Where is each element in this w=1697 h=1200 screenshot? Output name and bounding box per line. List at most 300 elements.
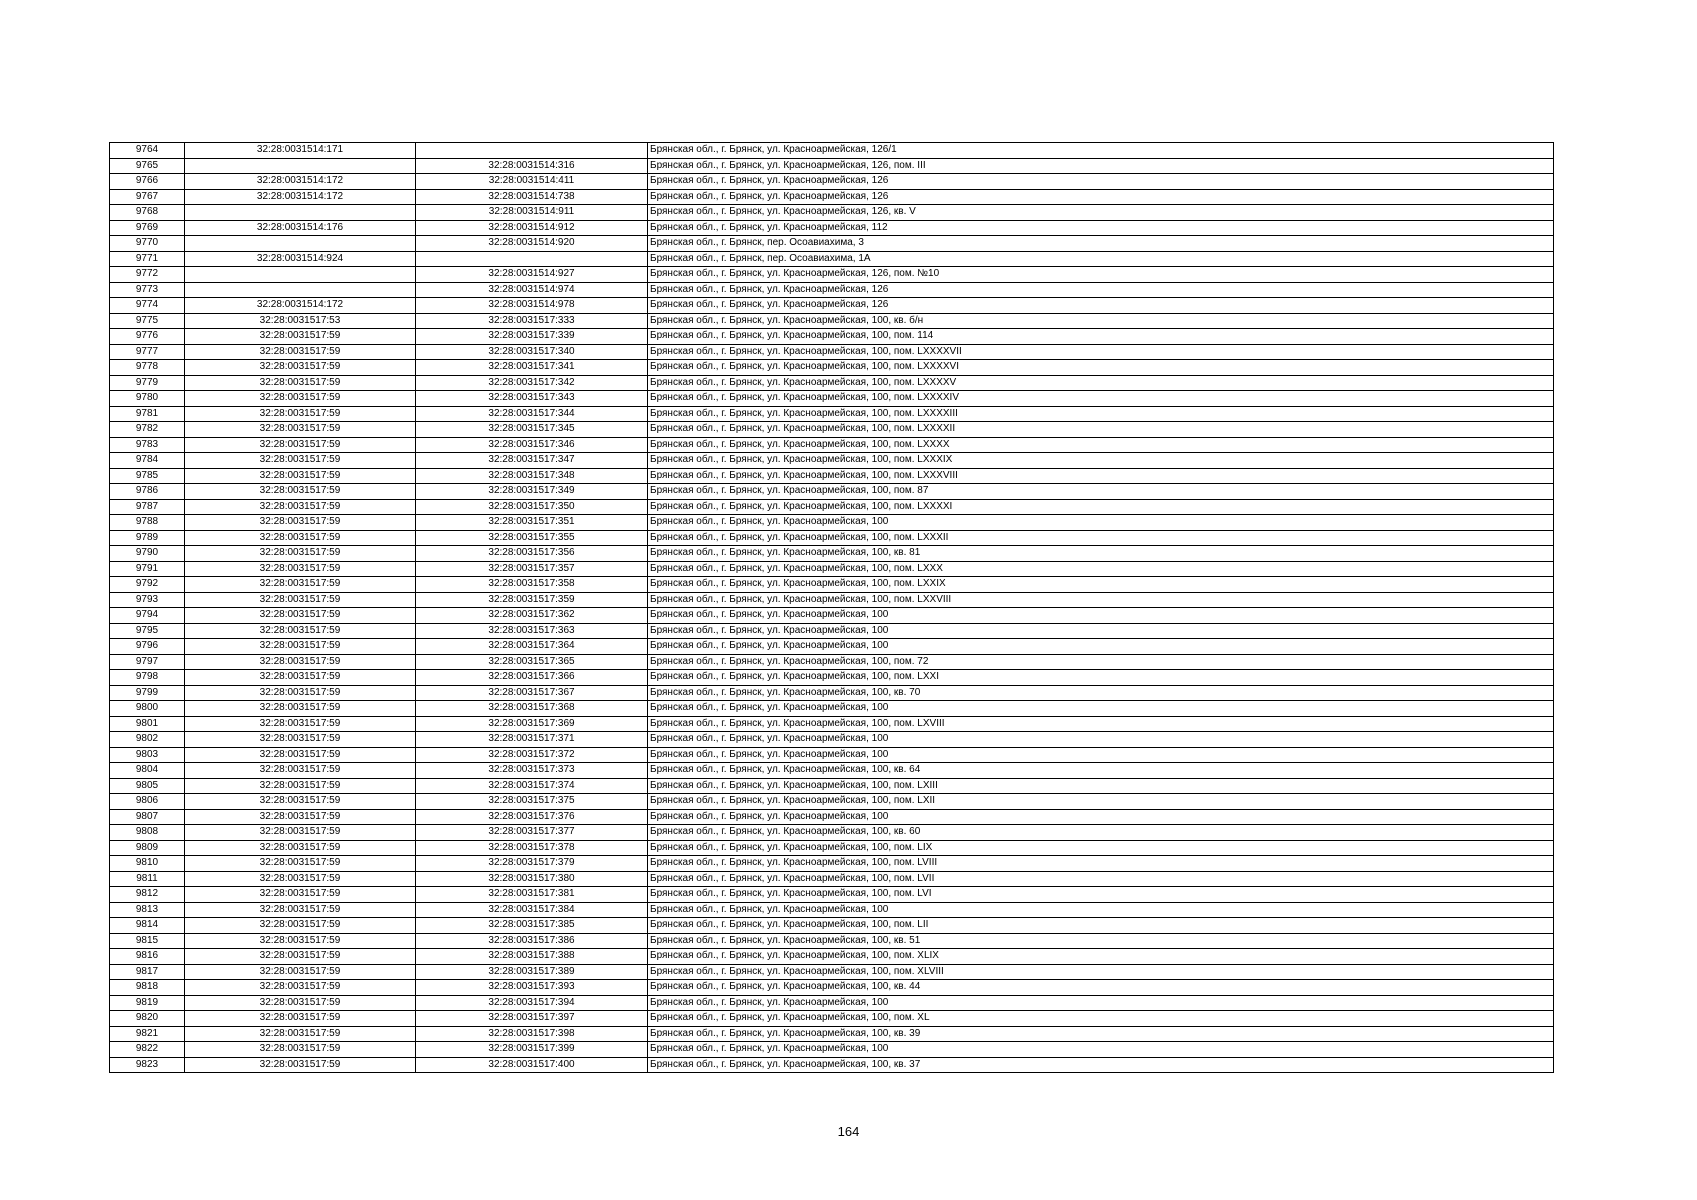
parent-cadastral-number-cell bbox=[185, 267, 416, 283]
table-row bbox=[110, 902, 1554, 918]
parent-cadastral-number-cell: 32:28:0031517:59 bbox=[185, 530, 416, 546]
address-cell: Брянская обл., г. Брянск, ул. Красноармейская, 100, пом. XL bbox=[648, 1011, 1554, 1027]
parent-cadastral-number-cell: 32:28:0031517:59 bbox=[185, 391, 416, 407]
address-cell: Брянская обл., г. Брянск, ул. Красноармейская, 100, пом. XLVIII bbox=[648, 964, 1554, 980]
cadastral-number-cell: 32:28:0031517:394 bbox=[416, 995, 648, 1011]
cadastral-number-cell: 32:28:0031517:386 bbox=[416, 933, 648, 949]
table-row bbox=[110, 1011, 1554, 1027]
table-row bbox=[110, 809, 1554, 825]
parent-cadastral-number-cell: 32:28:0031517:59 bbox=[185, 546, 416, 562]
cadastral-number-cell: 32:28:0031517:393 bbox=[416, 980, 648, 996]
address-cell: Брянская обл., г. Брянск, ул. Красноармейская, 100, пом. LXXXII bbox=[648, 530, 1554, 546]
address-cell: Брянская обл., г. Брянск, ул. Красноармейская, 112 bbox=[648, 220, 1554, 236]
row-number-cell: 9792 bbox=[110, 577, 185, 593]
cadastral-number-cell: 32:28:0031517:388 bbox=[416, 949, 648, 965]
parent-cadastral-number-cell: 32:28:0031517:59 bbox=[185, 840, 416, 856]
parent-cadastral-number-cell: 32:28:0031517:59 bbox=[185, 344, 416, 360]
parent-cadastral-number-cell: 32:28:0031517:59 bbox=[185, 716, 416, 732]
address-cell: Брянская обл., г. Брянск, ул. Красноармейская, 100, кв. б/н bbox=[648, 313, 1554, 329]
table-row bbox=[110, 515, 1554, 531]
parent-cadastral-number-cell: 32:28:0031517:59 bbox=[185, 887, 416, 903]
cadastral-number-cell: 32:28:0031517:356 bbox=[416, 546, 648, 562]
cadastral-number-cell: 32:28:0031517:397 bbox=[416, 1011, 648, 1027]
cadastral-number-cell: 32:28:0031517:381 bbox=[416, 887, 648, 903]
row-number-cell: 9776 bbox=[110, 329, 185, 345]
address-cell: Брянская обл., г. Брянск, ул. Красноармейская, 100, пом. 87 bbox=[648, 484, 1554, 500]
cadastral-number-cell: 32:28:0031517:346 bbox=[416, 437, 648, 453]
parent-cadastral-number-cell bbox=[185, 282, 416, 298]
table-row bbox=[110, 871, 1554, 887]
table-row bbox=[110, 980, 1554, 996]
address-cell: Брянская обл., г. Брянск, ул. Красноармейская, 126 bbox=[648, 189, 1554, 205]
parent-cadastral-number-cell: 32:28:0031517:59 bbox=[185, 468, 416, 484]
address-cell: Брянская обл., г. Брянск, ул. Красноармейская, 100, пом. LXXVIII bbox=[648, 592, 1554, 608]
cadastral-number-cell: 32:28:0031517:374 bbox=[416, 778, 648, 794]
parent-cadastral-number-cell: 32:28:0031514:176 bbox=[185, 220, 416, 236]
table-row bbox=[110, 391, 1554, 407]
parent-cadastral-number-cell bbox=[185, 205, 416, 221]
cadastral-number-cell: 32:28:0031517:358 bbox=[416, 577, 648, 593]
parent-cadastral-number-cell bbox=[185, 158, 416, 174]
table-row bbox=[110, 654, 1554, 670]
row-number-cell: 9775 bbox=[110, 313, 185, 329]
parent-cadastral-number-cell: 32:28:0031517:59 bbox=[185, 639, 416, 655]
cadastral-number-cell: 32:28:0031517:377 bbox=[416, 825, 648, 841]
table-row bbox=[110, 298, 1554, 314]
parent-cadastral-number-cell: 32:28:0031514:172 bbox=[185, 174, 416, 190]
row-number-cell: 9814 bbox=[110, 918, 185, 934]
row-number-cell: 9795 bbox=[110, 623, 185, 639]
address-cell: Брянская обл., г. Брянск, ул. Красноармейская, 126, пом. III bbox=[648, 158, 1554, 174]
cadastral-number-cell: 32:28:0031517:345 bbox=[416, 422, 648, 438]
table-row bbox=[110, 1042, 1554, 1058]
cadastral-number-cell: 32:28:0031517:380 bbox=[416, 871, 648, 887]
cadastral-number-cell: 32:28:0031517:366 bbox=[416, 670, 648, 686]
address-cell: Брянская обл., г. Брянск, ул. Красноармейская, 100 bbox=[648, 608, 1554, 624]
table-row bbox=[110, 577, 1554, 593]
table-row bbox=[110, 840, 1554, 856]
cadastral-number-cell: 32:28:0031514:738 bbox=[416, 189, 648, 205]
cadastral-number-cell: 32:28:0031517:367 bbox=[416, 685, 648, 701]
row-number-cell: 9764 bbox=[110, 143, 185, 159]
row-number-cell: 9822 bbox=[110, 1042, 185, 1058]
row-number-cell: 9799 bbox=[110, 685, 185, 701]
address-cell: Брянская обл., г. Брянск, ул. Красноармейская, 100 bbox=[648, 995, 1554, 1011]
table-row bbox=[110, 794, 1554, 810]
cadastral-number-cell: 32:28:0031514:316 bbox=[416, 158, 648, 174]
table-row bbox=[110, 608, 1554, 624]
address-cell: Брянская обл., г. Брянск, пер. Осоавиахима, 3 bbox=[648, 236, 1554, 252]
table-row bbox=[110, 189, 1554, 205]
row-number-cell: 9782 bbox=[110, 422, 185, 438]
address-cell: Брянская обл., г. Брянск, ул. Красноармейская, 100, пом. LXVIII bbox=[648, 716, 1554, 732]
parent-cadastral-number-cell: 32:28:0031514:924 bbox=[185, 251, 416, 267]
parent-cadastral-number-cell: 32:28:0031517:59 bbox=[185, 794, 416, 810]
row-number-cell: 9810 bbox=[110, 856, 185, 872]
row-number-cell: 9808 bbox=[110, 825, 185, 841]
parent-cadastral-number-cell: 32:28:0031517:59 bbox=[185, 329, 416, 345]
parent-cadastral-number-cell: 32:28:0031517:59 bbox=[185, 406, 416, 422]
address-cell: Брянская обл., г. Брянск, ул. Красноармейская, 100, пом. LXXXXV bbox=[648, 375, 1554, 391]
row-number-cell: 9788 bbox=[110, 515, 185, 531]
row-number-cell: 9820 bbox=[110, 1011, 185, 1027]
parent-cadastral-number-cell: 32:28:0031517:59 bbox=[185, 515, 416, 531]
address-cell: Брянская обл., г. Брянск, ул. Красноармейская, 100, кв. 44 bbox=[648, 980, 1554, 996]
table-row bbox=[110, 561, 1554, 577]
row-number-cell: 9773 bbox=[110, 282, 185, 298]
cadastral-number-cell: 32:28:0031517:357 bbox=[416, 561, 648, 577]
row-number-cell: 9774 bbox=[110, 298, 185, 314]
parent-cadastral-number-cell bbox=[185, 236, 416, 252]
table-row bbox=[110, 174, 1554, 190]
table-row bbox=[110, 375, 1554, 391]
address-cell: Брянская обл., г. Брянск, ул. Красноармейская, 126/1 bbox=[648, 143, 1554, 159]
address-cell: Брянская обл., г. Брянск, ул. Красноармейская, 100, кв. 51 bbox=[648, 933, 1554, 949]
address-cell: Брянская обл., г. Брянск, ул. Красноармейская, 100, пом. LXXXXIII bbox=[648, 406, 1554, 422]
address-cell: Брянская обл., г. Брянск, ул. Красноармейская, 100, кв. 70 bbox=[648, 685, 1554, 701]
table-row bbox=[110, 437, 1554, 453]
row-number-cell: 9772 bbox=[110, 267, 185, 283]
address-cell: Брянская обл., г. Брянск, ул. Красноармейская, 126 bbox=[648, 174, 1554, 190]
cadastral-number-cell: 32:28:0031517:378 bbox=[416, 840, 648, 856]
address-cell: Брянская обл., г. Брянск, ул. Красноармейская, 100, пом. LXXI bbox=[648, 670, 1554, 686]
row-number-cell: 9784 bbox=[110, 453, 185, 469]
parent-cadastral-number-cell: 32:28:0031517:59 bbox=[185, 856, 416, 872]
table-row bbox=[110, 825, 1554, 841]
table-row bbox=[110, 499, 1554, 515]
address-cell: Брянская обл., г. Брянск, ул. Красноармейская, 100, пом. LXXXX bbox=[648, 437, 1554, 453]
address-cell: Брянская обл., г. Брянск, ул. Красноармейская, 100, кв. 37 bbox=[648, 1057, 1554, 1073]
table-row bbox=[110, 406, 1554, 422]
row-number-cell: 9805 bbox=[110, 778, 185, 794]
table-row bbox=[110, 236, 1554, 252]
table-row bbox=[110, 623, 1554, 639]
cadastral-number-cell: 32:28:0031517:369 bbox=[416, 716, 648, 732]
parent-cadastral-number-cell: 32:28:0031517:59 bbox=[185, 1011, 416, 1027]
table-row bbox=[110, 995, 1554, 1011]
parent-cadastral-number-cell: 32:28:0031517:59 bbox=[185, 577, 416, 593]
address-cell: Брянская обл., г. Брянск, ул. Красноармейская, 100, пом. LXXXXVII bbox=[648, 344, 1554, 360]
cadastral-number-cell: 32:28:0031517:372 bbox=[416, 747, 648, 763]
row-number-cell: 9800 bbox=[110, 701, 185, 717]
address-cell: Брянская обл., г. Брянск, ул. Красноармейская, 100, пом. XLIX bbox=[648, 949, 1554, 965]
cadastral-number-cell: 32:28:0031517:351 bbox=[416, 515, 648, 531]
cadastral-number-cell: 32:28:0031514:912 bbox=[416, 220, 648, 236]
cadastral-number-cell: 32:28:0031517:400 bbox=[416, 1057, 648, 1073]
row-number-cell: 9771 bbox=[110, 251, 185, 267]
parent-cadastral-number-cell: 32:28:0031517:59 bbox=[185, 437, 416, 453]
cadastral-number-cell bbox=[416, 143, 648, 159]
cadastral-number-cell: 32:28:0031517:348 bbox=[416, 468, 648, 484]
cadastral-number-cell: 32:28:0031517:341 bbox=[416, 360, 648, 376]
row-number-cell: 9809 bbox=[110, 840, 185, 856]
cadastral-number-cell: 32:28:0031517:364 bbox=[416, 639, 648, 655]
table-row bbox=[110, 670, 1554, 686]
address-cell: Брянская обл., г. Брянск, ул. Красноармейская, 100, кв. 39 bbox=[648, 1026, 1554, 1042]
table-row bbox=[110, 344, 1554, 360]
parent-cadastral-number-cell: 32:28:0031517:59 bbox=[185, 484, 416, 500]
table-row bbox=[110, 964, 1554, 980]
row-number-cell: 9803 bbox=[110, 747, 185, 763]
address-cell: Брянская обл., г. Брянск, ул. Красноармейская, 100 bbox=[648, 902, 1554, 918]
parent-cadastral-number-cell: 32:28:0031514:172 bbox=[185, 189, 416, 205]
table-row bbox=[110, 530, 1554, 546]
cadastral-number-cell: 32:28:0031517:371 bbox=[416, 732, 648, 748]
table-row bbox=[110, 143, 1554, 159]
row-number-cell: 9766 bbox=[110, 174, 185, 190]
cadastral-number-cell: 32:28:0031514:911 bbox=[416, 205, 648, 221]
cadastral-number-cell: 32:28:0031517:333 bbox=[416, 313, 648, 329]
parent-cadastral-number-cell: 32:28:0031517:59 bbox=[185, 1026, 416, 1042]
parent-cadastral-number-cell: 32:28:0031517:59 bbox=[185, 809, 416, 825]
table-row bbox=[110, 468, 1554, 484]
parent-cadastral-number-cell: 32:28:0031517:59 bbox=[185, 763, 416, 779]
cadastral-number-cell: 32:28:0031517:363 bbox=[416, 623, 648, 639]
address-cell: Брянская обл., г. Брянск, ул. Красноармейская, 100, пом. LXXXIX bbox=[648, 453, 1554, 469]
row-number-cell: 9790 bbox=[110, 546, 185, 562]
address-cell: Брянская обл., г. Брянск, ул. Красноармейская, 100, пом. LXXIX bbox=[648, 577, 1554, 593]
cadastral-number-cell: 32:28:0031517:376 bbox=[416, 809, 648, 825]
cadastral-number-cell: 32:28:0031517:359 bbox=[416, 592, 648, 608]
row-number-cell: 9767 bbox=[110, 189, 185, 205]
parent-cadastral-number-cell: 32:28:0031517:59 bbox=[185, 980, 416, 996]
parent-cadastral-number-cell: 32:28:0031514:172 bbox=[185, 298, 416, 314]
row-number-cell: 9783 bbox=[110, 437, 185, 453]
parent-cadastral-number-cell: 32:28:0031517:59 bbox=[185, 375, 416, 391]
cadastral-number-cell: 32:28:0031517:355 bbox=[416, 530, 648, 546]
row-number-cell: 9815 bbox=[110, 933, 185, 949]
row-number-cell: 9765 bbox=[110, 158, 185, 174]
cadastral-number-cell: 32:28:0031517:373 bbox=[416, 763, 648, 779]
cadastral-number-cell: 32:28:0031517:368 bbox=[416, 701, 648, 717]
row-number-cell: 9769 bbox=[110, 220, 185, 236]
table-row bbox=[110, 949, 1554, 965]
table-row bbox=[110, 267, 1554, 283]
parent-cadastral-number-cell: 32:28:0031517:59 bbox=[185, 964, 416, 980]
address-cell: Брянская обл., г. Брянск, ул. Красноармейская, 100, пом. LXXXXII bbox=[648, 422, 1554, 438]
table-body bbox=[110, 143, 1554, 1073]
table-row bbox=[110, 546, 1554, 562]
parent-cadastral-number-cell: 32:28:0031517:59 bbox=[185, 453, 416, 469]
address-cell: Брянская обл., г. Брянск, ул. Красноармейская, 100 bbox=[648, 1042, 1554, 1058]
row-number-cell: 9802 bbox=[110, 732, 185, 748]
table-row bbox=[110, 701, 1554, 717]
table-row bbox=[110, 887, 1554, 903]
table-row bbox=[110, 205, 1554, 221]
parent-cadastral-number-cell: 32:28:0031517:59 bbox=[185, 499, 416, 515]
table-row bbox=[110, 1026, 1554, 1042]
row-number-cell: 9779 bbox=[110, 375, 185, 391]
table-row bbox=[110, 422, 1554, 438]
row-number-cell: 9818 bbox=[110, 980, 185, 996]
row-number-cell: 9791 bbox=[110, 561, 185, 577]
row-number-cell: 9777 bbox=[110, 344, 185, 360]
cadastral-number-cell: 32:28:0031517:384 bbox=[416, 902, 648, 918]
table-row bbox=[110, 763, 1554, 779]
cadastral-table bbox=[109, 142, 1554, 1073]
row-number-cell: 9787 bbox=[110, 499, 185, 515]
address-cell: Брянская обл., г. Брянск, ул. Красноармейская, 100, пом. LXXXXVI bbox=[648, 360, 1554, 376]
row-number-cell: 9813 bbox=[110, 902, 185, 918]
cadastral-number-cell: 32:28:0031514:978 bbox=[416, 298, 648, 314]
address-cell: Брянская обл., г. Брянск, ул. Красноармейская, 100 bbox=[648, 809, 1554, 825]
row-number-cell: 9806 bbox=[110, 794, 185, 810]
row-number-cell: 9807 bbox=[110, 809, 185, 825]
address-cell: Брянская обл., г. Брянск, ул. Красноармейская, 100 bbox=[648, 639, 1554, 655]
address-cell: Брянская обл., г. Брянск, ул. Красноармейская, 100, пом. LXXXXIV bbox=[648, 391, 1554, 407]
table-row bbox=[110, 329, 1554, 345]
parent-cadastral-number-cell: 32:28:0031517:53 bbox=[185, 313, 416, 329]
row-number-cell: 9778 bbox=[110, 360, 185, 376]
table-row bbox=[110, 856, 1554, 872]
parent-cadastral-number-cell: 32:28:0031517:59 bbox=[185, 670, 416, 686]
address-cell: Брянская обл., г. Брянск, ул. Красноармейская, 100 bbox=[648, 732, 1554, 748]
address-cell: Брянская обл., г. Брянск, ул. Красноармейская, 100, пом. LXIII bbox=[648, 778, 1554, 794]
parent-cadastral-number-cell: 32:28:0031517:59 bbox=[185, 1057, 416, 1073]
cadastral-number-cell: 32:28:0031517:340 bbox=[416, 344, 648, 360]
cadastral-number-cell: 32:28:0031517:339 bbox=[416, 329, 648, 345]
cadastral-number-cell: 32:28:0031517:379 bbox=[416, 856, 648, 872]
row-number-cell: 9823 bbox=[110, 1057, 185, 1073]
parent-cadastral-number-cell: 32:28:0031517:59 bbox=[185, 747, 416, 763]
table-row bbox=[110, 282, 1554, 298]
parent-cadastral-number-cell: 32:28:0031517:59 bbox=[185, 701, 416, 717]
row-number-cell: 9797 bbox=[110, 654, 185, 670]
cadastral-number-cell: 32:28:0031517:342 bbox=[416, 375, 648, 391]
table-row bbox=[110, 716, 1554, 732]
parent-cadastral-number-cell: 32:28:0031517:59 bbox=[185, 422, 416, 438]
address-cell: Брянская обл., г. Брянск, ул. Красноармейская, 100, кв. 64 bbox=[648, 763, 1554, 779]
address-cell: Брянская обл., г. Брянск, ул. Красноармейская, 100, пом. LXXXXI bbox=[648, 499, 1554, 515]
parent-cadastral-number-cell: 32:28:0031517:59 bbox=[185, 360, 416, 376]
row-number-cell: 9812 bbox=[110, 887, 185, 903]
row-number-cell: 9804 bbox=[110, 763, 185, 779]
address-cell: Брянская обл., г. Брянск, ул. Красноармейская, 100 bbox=[648, 623, 1554, 639]
parent-cadastral-number-cell: 32:28:0031517:59 bbox=[185, 732, 416, 748]
row-number-cell: 9816 bbox=[110, 949, 185, 965]
row-number-cell: 9817 bbox=[110, 964, 185, 980]
address-cell: Брянская обл., г. Брянск, ул. Красноармейская, 100, пом. LVII bbox=[648, 871, 1554, 887]
row-number-cell: 9789 bbox=[110, 530, 185, 546]
cadastral-number-cell bbox=[416, 251, 648, 267]
table-row bbox=[110, 220, 1554, 236]
cadastral-number-cell: 32:28:0031517:350 bbox=[416, 499, 648, 515]
cadastral-number-cell: 32:28:0031517:375 bbox=[416, 794, 648, 810]
parent-cadastral-number-cell: 32:28:0031517:59 bbox=[185, 918, 416, 934]
table-row bbox=[110, 639, 1554, 655]
table-row bbox=[110, 251, 1554, 267]
cadastral-number-cell: 32:28:0031517:362 bbox=[416, 608, 648, 624]
cadastral-number-cell: 32:28:0031514:927 bbox=[416, 267, 648, 283]
address-cell: Брянская обл., г. Брянск, ул. Красноармейская, 126, пом. №10 bbox=[648, 267, 1554, 283]
table-row bbox=[110, 933, 1554, 949]
cadastral-number-cell: 32:28:0031517:389 bbox=[416, 964, 648, 980]
address-cell: Брянская обл., г. Брянск, ул. Красноармейская, 100, пом. LXII bbox=[648, 794, 1554, 810]
address-cell: Брянская обл., г. Брянск, ул. Красноармейская, 100, пом. LVIII bbox=[648, 856, 1554, 872]
address-cell: Брянская обл., г. Брянск, ул. Красноармейская, 100 bbox=[648, 747, 1554, 763]
table-row bbox=[110, 360, 1554, 376]
address-cell: Брянская обл., г. Брянск, ул. Красноармейская, 100, кв. 81 bbox=[648, 546, 1554, 562]
row-number-cell: 9798 bbox=[110, 670, 185, 686]
row-number-cell: 9821 bbox=[110, 1026, 185, 1042]
table-row bbox=[110, 484, 1554, 500]
cadastral-number-cell: 32:28:0031517:347 bbox=[416, 453, 648, 469]
page-number: 164 bbox=[837, 1124, 860, 1139]
address-cell: Брянская обл., г. Брянск, ул. Красноармейская, 100, пом. 114 bbox=[648, 329, 1554, 345]
parent-cadastral-number-cell: 32:28:0031517:59 bbox=[185, 902, 416, 918]
parent-cadastral-number-cell: 32:28:0031517:59 bbox=[185, 933, 416, 949]
table-row bbox=[110, 313, 1554, 329]
row-number-cell: 9780 bbox=[110, 391, 185, 407]
address-cell: Брянская обл., г. Брянск, ул. Красноармейская, 100, пом. LVI bbox=[648, 887, 1554, 903]
address-cell: Брянская обл., г. Брянск, ул. Красноармейская, 126 bbox=[648, 282, 1554, 298]
address-cell: Брянская обл., г. Брянск, ул. Красноармейская, 100, кв. 60 bbox=[648, 825, 1554, 841]
parent-cadastral-number-cell: 32:28:0031514:171 bbox=[185, 143, 416, 159]
address-cell: Брянская обл., г. Брянск, пер. Осоавиахима, 1А bbox=[648, 251, 1554, 267]
parent-cadastral-number-cell: 32:28:0031517:59 bbox=[185, 1042, 416, 1058]
address-cell: Брянская обл., г. Брянск, ул. Красноармейская, 100 bbox=[648, 515, 1554, 531]
row-number-cell: 9796 bbox=[110, 639, 185, 655]
row-number-cell: 9793 bbox=[110, 592, 185, 608]
parent-cadastral-number-cell: 32:28:0031517:59 bbox=[185, 623, 416, 639]
parent-cadastral-number-cell: 32:28:0031517:59 bbox=[185, 995, 416, 1011]
cadastral-number-cell: 32:28:0031514:974 bbox=[416, 282, 648, 298]
cadastral-number-cell: 32:28:0031517:385 bbox=[416, 918, 648, 934]
table-row bbox=[110, 732, 1554, 748]
table-row bbox=[110, 592, 1554, 608]
address-cell: Брянская обл., г. Брянск, ул. Красноармейская, 100, пом. LIX bbox=[648, 840, 1554, 856]
cadastral-number-cell: 32:28:0031514:411 bbox=[416, 174, 648, 190]
address-cell: Брянская обл., г. Брянск, ул. Красноармейская, 100, пом. LXXXVIII bbox=[648, 468, 1554, 484]
table-row bbox=[110, 453, 1554, 469]
parent-cadastral-number-cell: 32:28:0031517:59 bbox=[185, 685, 416, 701]
parent-cadastral-number-cell: 32:28:0031517:59 bbox=[185, 778, 416, 794]
row-number-cell: 9781 bbox=[110, 406, 185, 422]
parent-cadastral-number-cell: 32:28:0031517:59 bbox=[185, 949, 416, 965]
parent-cadastral-number-cell: 32:28:0031517:59 bbox=[185, 561, 416, 577]
cadastral-number-cell: 32:28:0031517:365 bbox=[416, 654, 648, 670]
row-number-cell: 9770 bbox=[110, 236, 185, 252]
address-cell: Брянская обл., г. Брянск, ул. Красноармейская, 100, пом. LXXX bbox=[648, 561, 1554, 577]
table-row bbox=[110, 1057, 1554, 1073]
parent-cadastral-number-cell: 32:28:0031517:59 bbox=[185, 608, 416, 624]
parent-cadastral-number-cell: 32:28:0031517:59 bbox=[185, 592, 416, 608]
table-row bbox=[110, 685, 1554, 701]
parent-cadastral-number-cell: 32:28:0031517:59 bbox=[185, 871, 416, 887]
row-number-cell: 9811 bbox=[110, 871, 185, 887]
cadastral-number-cell: 32:28:0031517:349 bbox=[416, 484, 648, 500]
table-row bbox=[110, 778, 1554, 794]
row-number-cell: 9786 bbox=[110, 484, 185, 500]
address-cell: Брянская обл., г. Брянск, ул. Красноармейская, 100, пом. LII bbox=[648, 918, 1554, 934]
row-number-cell: 9794 bbox=[110, 608, 185, 624]
address-cell: Брянская обл., г. Брянск, ул. Красноармейская, 100, пом. 72 bbox=[648, 654, 1554, 670]
parent-cadastral-number-cell: 32:28:0031517:59 bbox=[185, 825, 416, 841]
row-number-cell: 9801 bbox=[110, 716, 185, 732]
cadastral-number-cell: 32:28:0031517:399 bbox=[416, 1042, 648, 1058]
cadastral-number-cell: 32:28:0031517:343 bbox=[416, 391, 648, 407]
address-cell: Брянская обл., г. Брянск, ул. Красноармейская, 126 bbox=[648, 298, 1554, 314]
row-number-cell: 9785 bbox=[110, 468, 185, 484]
cadastral-number-cell: 32:28:0031517:344 bbox=[416, 406, 648, 422]
address-cell: Брянская обл., г. Брянск, ул. Красноармейская, 100 bbox=[648, 701, 1554, 717]
cadastral-number-cell: 32:28:0031514:920 bbox=[416, 236, 648, 252]
table-row bbox=[110, 158, 1554, 174]
cadastral-number-cell: 32:28:0031517:398 bbox=[416, 1026, 648, 1042]
table-row bbox=[110, 747, 1554, 763]
parent-cadastral-number-cell: 32:28:0031517:59 bbox=[185, 654, 416, 670]
table-row bbox=[110, 918, 1554, 934]
